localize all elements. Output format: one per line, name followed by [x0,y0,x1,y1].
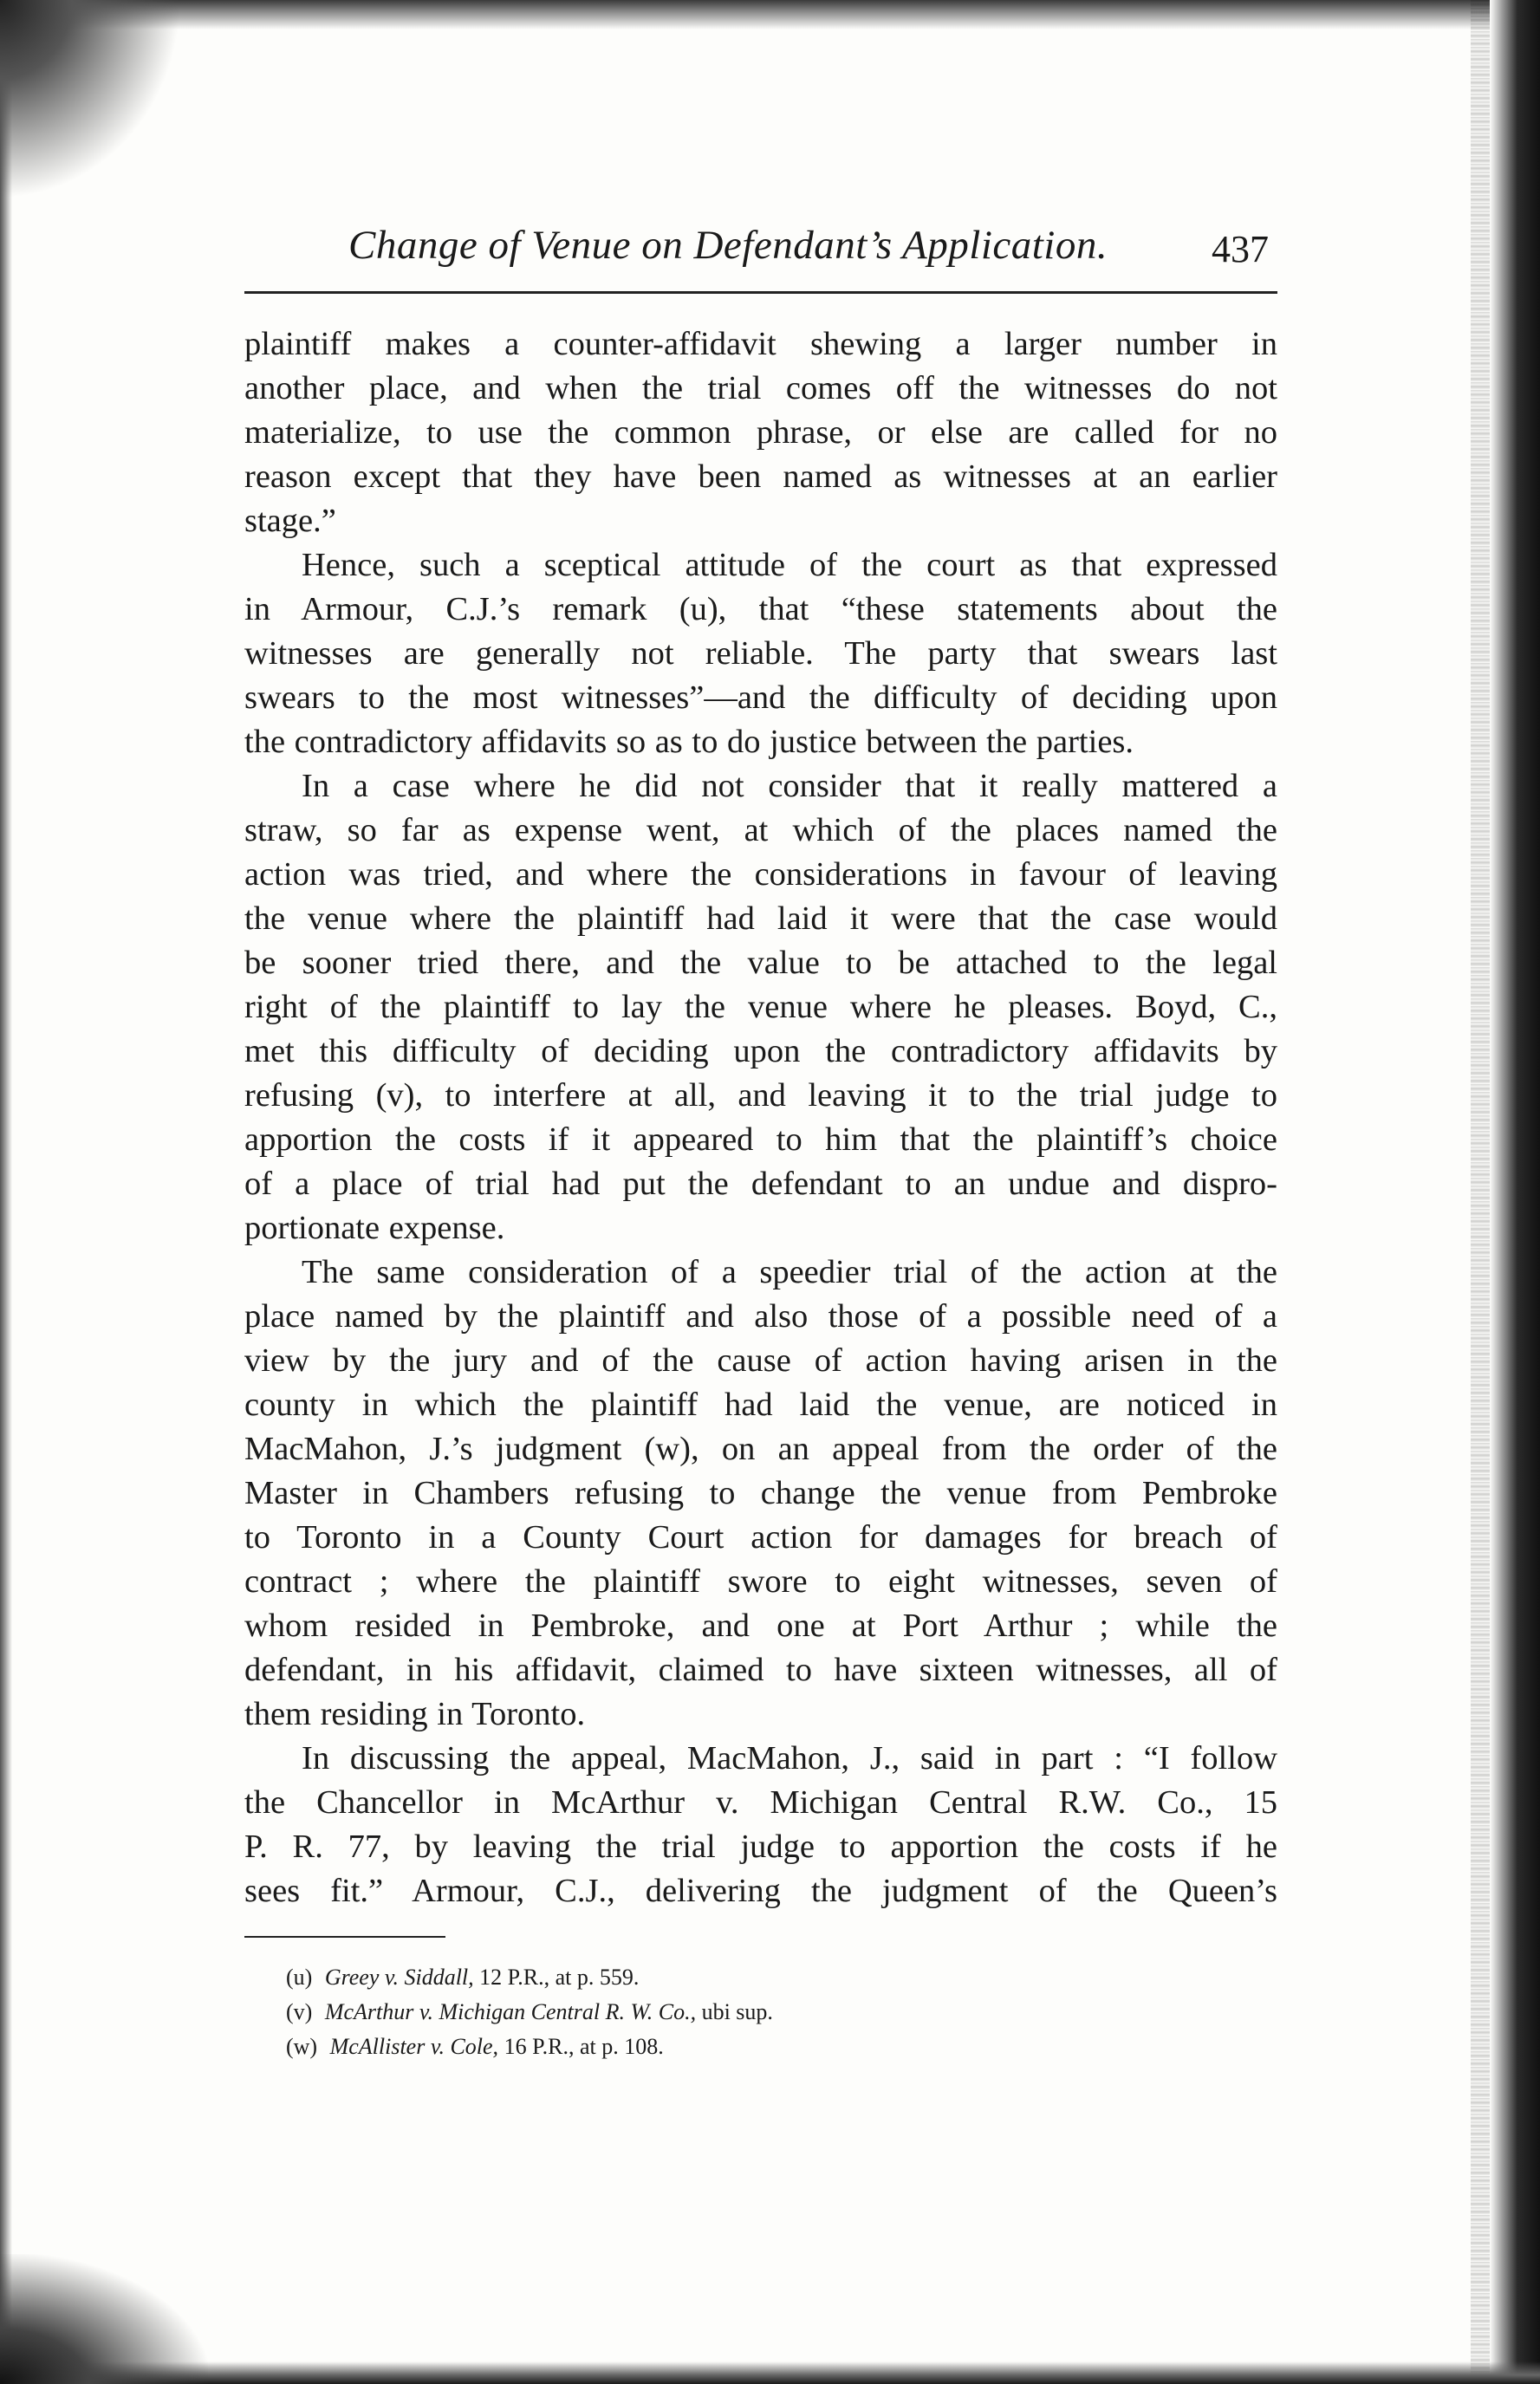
running-header [244,217,1277,286]
text-line: portionate expense. [244,1210,505,1246]
footnote-cite: ubi sup. [701,1999,773,2024]
text-line: reason except that they have been named as witnesses at an earlier [244,458,1277,495]
text-line: refusing (v), to interfere at all, and leaving it to the trial judge to [244,1077,1277,1114]
text-line: place named by the plaintiff and also those of a possible need of a [244,1298,1277,1335]
footnote-mark: (v) [286,1999,313,2024]
footnote-case: McAllister v. Cole, [329,2034,499,2059]
text-line: the contradictory affidavits so as to do justice between the parties. [244,724,1134,760]
text-line: Master in Chambers refusing to change the venue from Pembroke [244,1475,1277,1511]
text-line: met this difficulty of deciding upon the contradictory affidavits by [244,1033,1277,1069]
scan-shadow-bottom-left [0,2254,208,2384]
text-line: P. R. 77, by leaving the trial judge to apportion the costs if he [244,1829,1277,1865]
footnote-case: McArthur v. Michigan Central R. W. Co., [324,1999,697,2024]
text-line: sees fit.” Armour, C.J., delivering the judgment of the Queen’s [244,1873,1277,1909]
footnote-mark: (w) [286,2034,318,2059]
page-number: 437 [1212,228,1269,270]
footnote-v [286,1995,1239,2030]
text-line: In a case where he did not consider that it really mattered a [302,768,1277,804]
text-line: In discussing the appeal, MacMahon, J., said in part : “I follow [302,1740,1277,1777]
text-line: contract ; where the plaintiff swore to eight witnesses, seven of [244,1563,1277,1600]
text-line: county in which the plaintiff had laid the venue, are noticed in [244,1387,1277,1423]
footnote-rule [244,1936,445,1938]
footnote-w [286,2030,1239,2064]
text-line: be sooner tried there, and the value to be attached to the legal [244,945,1277,981]
footnote-cite: 12 P.R., at p. 559. [479,1965,640,1990]
text-line: whom resided in Pembroke, and one at Port Arthur ; while the [244,1608,1277,1644]
text-line: right of the plaintiff to lay the venue where he pleases. Boyd, C., [244,989,1277,1025]
text-line: plaintiff makes a counter-affidavit shewing a larger number in [244,326,1277,362]
text-line: defendant, in his affidavit, claimed to have sixteen witnesses, all of [244,1652,1277,1688]
text-line: the Chancellor in McArthur v. Michigan Central R.W. Co., 15 [244,1784,1277,1821]
text-line: action was tried, and where the considerations in favour of leaving [244,856,1277,893]
text-line: straw, so far as expense went, at which of the places named the [244,812,1277,848]
scan-shadow-top-left [0,0,182,199]
scan-shadow-right [1490,0,1540,2384]
footnote-mark: (u) [286,1965,313,1990]
text-line: of a place of trial had put the defendant to an undue and dispro- [244,1166,1277,1202]
scan-shadow-bottom [0,2361,1540,2384]
scan-noise-right [1471,0,1490,2384]
footnote-case: Greey v. Siddall, [324,1965,474,1990]
scan-shadow-left [0,0,12,2384]
text-line: stage.” [244,503,336,539]
scan-shadow-top [0,0,1540,29]
text-line: swears to the most witnesses”—and the difficulty of deciding upon [244,679,1277,716]
text-line: apportion the costs if it appeared to him that the plaintiff’s choice [244,1121,1277,1158]
text-line: materialize, to use the common phrase, or else are called for no [244,414,1277,451]
text-line: to Toronto in a County Court action for damages for breach of [244,1519,1277,1556]
text-line: The same consideration of a speedier trial of the action at the [302,1254,1277,1290]
body-text [244,322,1277,1913]
footnote-cite: 16 P.R., at p. 108. [504,2034,664,2059]
text-line: the venue where the plaintiff had laid it were that the case would [244,900,1277,937]
text-line: view by the jury and of the cause of action having arisen in the [244,1342,1277,1379]
footnote-u [286,1960,1239,1995]
text-line: Hence, such a sceptical attitude of the court as that expressed [302,547,1277,583]
text-line: MacMahon, J.’s judgment (w), on an appeal from the order of the [244,1431,1277,1467]
text-line: another place, and when the trial comes off the witnesses do not [244,370,1277,406]
text-line: in Armour, C.J.’s remark (u), that “these statements about the [244,591,1277,627]
footnotes [286,1960,1239,2064]
running-title: Change of Venue on Defendant’s Application. [348,223,1108,268]
text-line: witnesses are generally not reliable. The party that swears last [244,635,1277,672]
header-rule [244,291,1277,294]
text-line: them residing in Toronto. [244,1696,586,1732]
